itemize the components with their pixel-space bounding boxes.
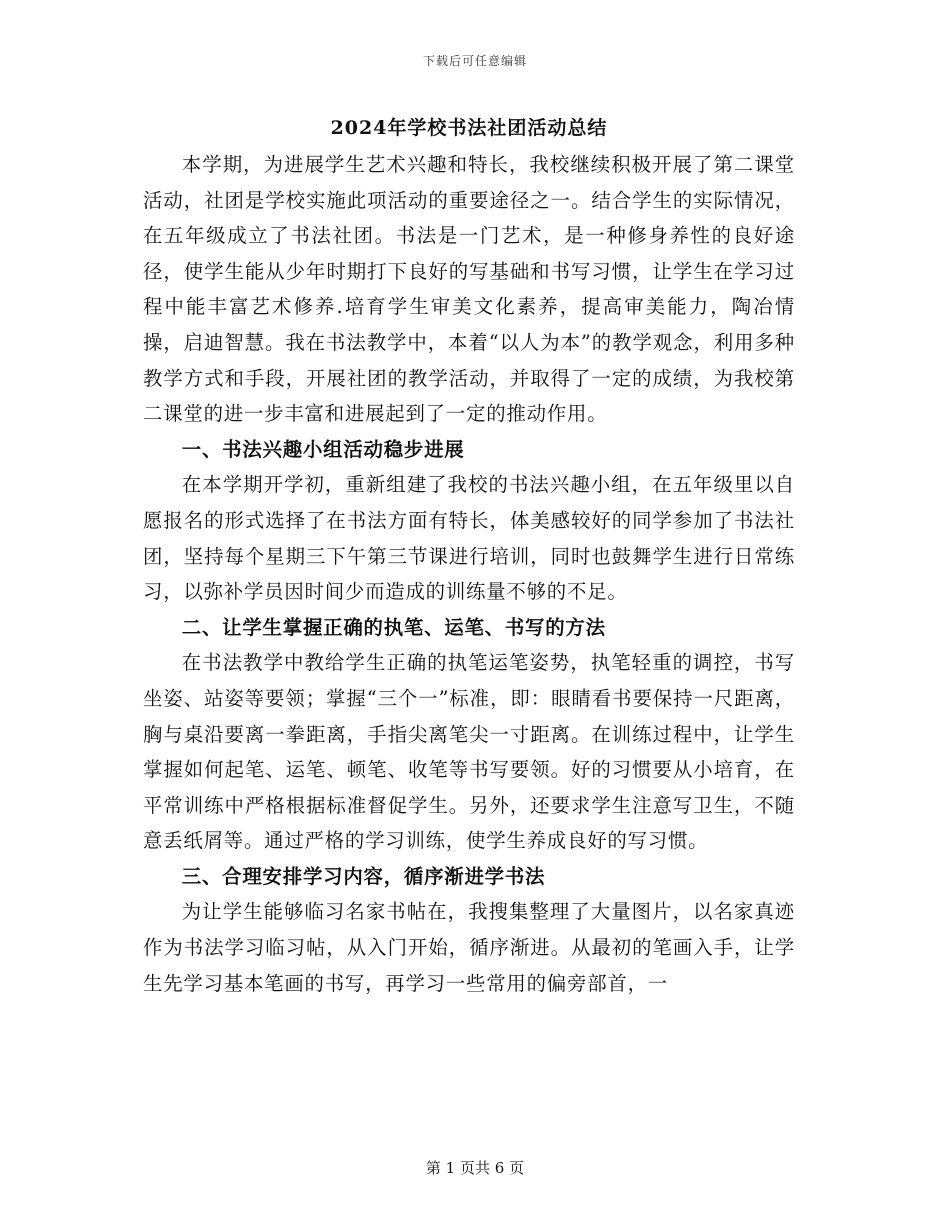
document-body (143, 111, 795, 1001)
section-heading-1: 一、书法兴趣小组活动稳步进展 (181, 437, 465, 461)
intro-paragraph: 本学期，为进展学生艺术兴趣和特长，我校继续积极开展了第二课堂活动，社团是学校实施此项活动的重要途径之一。结合学生的实际情况，在五年级成立了书法社团。书法是一门艺术，是一种修身养性的良好途径，使学生能从少年时期打下良好的写基础和书写习惯，让学生在学习过程中能丰富艺术修养.培育学生审美文化素养，提高审美能力，陶冶情操，启迪智慧。我在书法教学中，本着“以人为本”的教学观念，利用多种教学方式和手段，开展社团的教学活动，并取得了一定的成绩，为我校第二课堂的进一步丰富和进展起到了一定的推动作用。 (143, 153, 795, 426)
header-note: 下载后可任意编辑 (422, 54, 527, 68)
section-body-3: 为让学生能够临习名家书帖在，我搜集整理了大量图片，以名家真迹作为书法学习临习帖，从入门开始，循序渐进。从最初的笔画入手，让学生先学习基本笔画的书写，再学习一些常用的偏旁部首，一 (143, 900, 795, 995)
section-heading-2: 二、让学生掌握正确的执笔、运笔、书写的方法 (181, 615, 606, 639)
page-number-footer: 第 1 页共 6 页 (425, 1159, 525, 1177)
section-heading-3: 三、合理安排学习内容，循序渐进学书法 (181, 864, 546, 888)
document-title: 2024年学校书法社团活动总结 (330, 117, 608, 139)
section-body-2: 在书法教学中教给学生正确的执笔运笔姿势，执笔轻重的调控，书写坐姿、站姿等要领；掌握“三个一”标准，即：眼睛看书要保持一尺距离，胸与桌沿要离一拳距离，手指尖离笔尖一寸距离。在训练过程中，让学生掌握如何起笔、运笔、顿笔、收笔等书写要领。好的习惯要从小培育，在平常训练中严格根据标准督促学生。另外，还要求学生注意写卫生，不随意丢纸屑等。通过严格的学习训练，使学生养成良好的写习惯。 (143, 651, 795, 853)
section-body-1: 在本学期开学初，重新组建了我校的书法兴趣小组，在五年级里以自愿报名的形式选择了在书法方面有特长，体美感较好的同学参加了书法社团，坚持每个星期三下午第三节课进行培训，同时也鼓舞学生进行日常练习，以弥补学员因时间少而造成的训练量不够的不足。 (143, 473, 795, 604)
